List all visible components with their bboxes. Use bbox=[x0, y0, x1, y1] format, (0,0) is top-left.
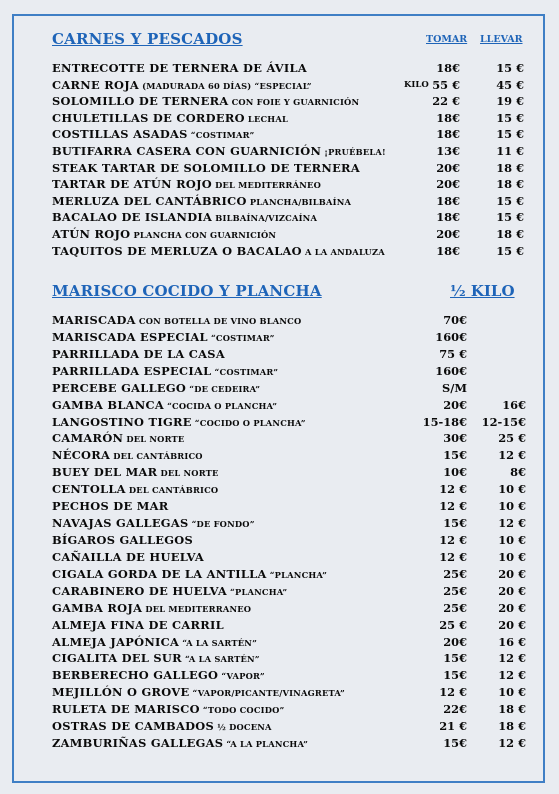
item-note: “VAPOR” bbox=[218, 671, 265, 682]
menu-item-row bbox=[52, 110, 532, 127]
price-primary: 20€ bbox=[443, 634, 467, 649]
price-primary: 10€ bbox=[443, 465, 467, 480]
item-note: DEL CANTÁBRICO bbox=[110, 451, 203, 462]
item-name bbox=[52, 60, 307, 77]
item-name bbox=[52, 414, 306, 431]
price-primary: 18€ bbox=[436, 61, 460, 75]
menu-item-row bbox=[52, 93, 532, 110]
price-secondary: 15 € bbox=[496, 210, 524, 225]
price-primary: 13€ bbox=[436, 143, 460, 158]
menu-item-row bbox=[52, 312, 532, 329]
price-primary: 22 € bbox=[432, 94, 460, 109]
menu-item-row bbox=[52, 464, 532, 481]
item-note: PLANCHA CON GUARNICIÓN bbox=[130, 229, 277, 240]
price-primary: 18€ bbox=[436, 243, 460, 258]
item-title: NAVAJAS GALLEGAS bbox=[52, 516, 189, 531]
price-secondary: 12 € bbox=[498, 651, 526, 666]
item-title: MARISCADA bbox=[52, 313, 136, 327]
item-name bbox=[52, 380, 260, 397]
price-secondary: 10 € bbox=[498, 549, 526, 564]
price-primary: 160€ bbox=[435, 363, 467, 378]
item-title: MERLUZA DEL CANTÁBRICO bbox=[52, 193, 247, 208]
item-title: LANGOSTINO TIGRE bbox=[52, 414, 192, 429]
menu-item-row bbox=[52, 583, 532, 600]
menu-item-row bbox=[52, 532, 532, 549]
item-name bbox=[52, 312, 301, 329]
item-note: “COSTIMAR” bbox=[211, 366, 279, 377]
price-primary: 12 € bbox=[439, 499, 467, 514]
menu-item-row bbox=[52, 481, 532, 498]
item-title: STEAK TARTAR DE SOLOMILLO DE TERNERA bbox=[52, 160, 360, 175]
price-primary: 20€ bbox=[436, 177, 460, 192]
item-note: “COCIDO O PLANCHA” bbox=[191, 417, 306, 428]
item-name bbox=[52, 650, 260, 667]
item-note: DEL MEDITERRÁNEO bbox=[212, 180, 321, 191]
item-note: “DE CEDEIRA” bbox=[186, 383, 261, 394]
item-title: TARTAR DE ATÚN ROJO bbox=[52, 177, 213, 192]
price-secondary: 15 € bbox=[496, 110, 524, 125]
menu-item-row bbox=[52, 498, 532, 515]
item-name bbox=[52, 701, 285, 718]
item-title: PECHOS DE MAR bbox=[52, 499, 169, 514]
item-name bbox=[52, 430, 184, 447]
item-name bbox=[52, 226, 276, 243]
item-note: “TODO COCIDO” bbox=[199, 705, 285, 716]
price-primary: 25€ bbox=[443, 600, 467, 615]
menu-item-row bbox=[52, 346, 532, 363]
item-title: ALMEJA JAPÓNICA bbox=[52, 634, 180, 649]
price-secondary: 18 € bbox=[496, 226, 524, 241]
price-secondary: 20 € bbox=[498, 583, 526, 598]
price-secondary: 15 € bbox=[496, 61, 524, 75]
menu-item-row bbox=[52, 329, 532, 346]
item-name bbox=[52, 684, 345, 701]
item-name bbox=[52, 346, 225, 363]
item-note: “COCIDA O PLANCHA” bbox=[164, 400, 278, 411]
item-unit: KILO bbox=[404, 79, 429, 90]
menu-item-row bbox=[52, 414, 532, 431]
carnes-list bbox=[52, 60, 532, 259]
column-header-llevar: LLEVAR bbox=[480, 34, 523, 45]
price-primary: 18€ bbox=[436, 193, 460, 208]
item-name bbox=[52, 549, 204, 566]
menu-item-row bbox=[52, 176, 532, 193]
price-secondary: 20 € bbox=[498, 600, 526, 615]
price-primary: 15€ bbox=[443, 516, 467, 531]
price-primary: 15-18€ bbox=[422, 414, 467, 429]
item-name bbox=[52, 600, 251, 617]
menu-item-row bbox=[52, 566, 532, 583]
item-note: “A LA SARTÉN” bbox=[179, 637, 258, 648]
item-note: “PLANCHA” bbox=[226, 586, 288, 597]
menu-item-row bbox=[52, 617, 532, 634]
item-name bbox=[52, 583, 287, 600]
column-header-tomar: TOMAR bbox=[426, 34, 468, 45]
menu-item-row bbox=[52, 718, 532, 735]
item-name bbox=[52, 447, 203, 464]
menu-item-row bbox=[52, 549, 532, 566]
menu-item-row bbox=[52, 226, 532, 243]
price-secondary: 18 € bbox=[498, 719, 526, 734]
menu-item-row bbox=[52, 684, 532, 701]
item-note: “COSTIMAR” bbox=[187, 130, 255, 141]
item-note: “COSTIMAR” bbox=[207, 332, 275, 343]
price-primary: 20€ bbox=[436, 226, 460, 241]
item-title: OSTRAS DE CAMBADOS bbox=[52, 719, 215, 734]
item-title: BACALAO DE ISLANDIA bbox=[52, 210, 213, 225]
price-secondary: 12-15€ bbox=[481, 414, 526, 429]
menu-item-row bbox=[52, 363, 532, 380]
item-title: ZAMBURIÑAS GALLEGAS bbox=[52, 736, 224, 751]
item-name bbox=[52, 617, 224, 634]
menu-item-row bbox=[52, 735, 532, 752]
item-name bbox=[52, 160, 360, 177]
price-primary: 18€ bbox=[436, 127, 460, 142]
menu-item-row bbox=[52, 650, 532, 667]
price-secondary: 12 € bbox=[498, 668, 526, 683]
menu-item-row bbox=[52, 243, 532, 260]
item-name bbox=[52, 515, 255, 532]
price-secondary: 8€ bbox=[510, 465, 526, 480]
price-primary: 18€ bbox=[436, 110, 460, 125]
item-note: CON BOTELLA DE VINO BLANCO bbox=[135, 316, 302, 326]
price-secondary: 11 € bbox=[496, 143, 524, 158]
item-note: LECHAL bbox=[244, 113, 289, 124]
section-title: MARISCO COCIDO Y PLANCHA bbox=[52, 282, 322, 300]
section-header bbox=[52, 30, 532, 60]
menu-item-row bbox=[52, 60, 532, 77]
item-name bbox=[52, 193, 351, 210]
price-primary: 15€ bbox=[443, 736, 467, 751]
price-secondary: 12 € bbox=[498, 736, 526, 751]
item-note: DEL MEDITERRANEO bbox=[142, 603, 252, 614]
menu-item-row bbox=[52, 397, 532, 414]
price-secondary: 16€ bbox=[502, 397, 526, 412]
price-primary: 30€ bbox=[443, 431, 467, 446]
price-secondary: 12 € bbox=[498, 448, 526, 463]
item-title: BERBERECHO GALLEGO bbox=[52, 668, 219, 683]
price-secondary: 45 € bbox=[496, 77, 524, 92]
price-secondary: 20 € bbox=[498, 617, 526, 632]
price-primary: 12 € bbox=[439, 532, 467, 547]
item-title: CIGALA GORDA DE LA ANTILLA bbox=[52, 566, 267, 581]
item-note: “PLANCHA” bbox=[266, 569, 328, 580]
item-note: ¡PRUÉBELA! bbox=[321, 146, 386, 157]
price-primary: 12 € bbox=[439, 482, 467, 497]
item-name bbox=[52, 667, 265, 684]
menu-item-row bbox=[52, 160, 532, 177]
menu-item-row bbox=[52, 193, 532, 210]
item-title: ENTRECOTTE DE TERNERA DE ÁVILA bbox=[52, 61, 307, 75]
item-title: MEJILLÓN O GROVE bbox=[52, 685, 190, 700]
item-note: DEL NORTE bbox=[157, 468, 219, 479]
item-name bbox=[52, 176, 321, 193]
price-primary: 25€ bbox=[443, 583, 467, 598]
price-primary: 15€ bbox=[443, 448, 467, 463]
item-name bbox=[52, 126, 254, 143]
item-name bbox=[52, 110, 288, 127]
item-title: SOLOMILLO DE TERNERA bbox=[52, 94, 229, 109]
item-name bbox=[52, 566, 327, 583]
item-note: “A LA SARTÉN” bbox=[181, 654, 260, 665]
menu-item-row bbox=[52, 77, 532, 94]
price-primary: 25 € bbox=[439, 617, 467, 632]
menu-item-row bbox=[52, 515, 532, 532]
section-header bbox=[52, 282, 532, 312]
item-title: TAQUITOS DE MERLUZA O BACALAO bbox=[52, 243, 302, 258]
menu-item-row bbox=[52, 380, 532, 397]
item-name bbox=[52, 243, 385, 260]
section-marisco bbox=[52, 282, 532, 752]
item-note: ½ DOCENA bbox=[214, 722, 272, 733]
price-primary: 70€ bbox=[443, 313, 467, 327]
price-secondary: 10 € bbox=[498, 482, 526, 497]
item-name bbox=[52, 464, 219, 481]
item-note: PLANCHA/BILBAÍNA bbox=[246, 196, 352, 207]
price-secondary: 18 € bbox=[496, 160, 524, 175]
price-primary: S/M bbox=[442, 380, 467, 395]
price-primary: 12 € bbox=[439, 685, 467, 700]
price-primary: 21 € bbox=[439, 719, 467, 734]
item-title: GAMBA BLANCA bbox=[52, 397, 164, 412]
item-note: A LA ANDALUZA bbox=[301, 246, 385, 257]
item-title: PARRILLADA DE LA CASA bbox=[52, 346, 225, 361]
item-note: “DE FONDO” bbox=[188, 519, 255, 530]
item-name bbox=[52, 363, 278, 380]
item-note: BILBAÍNA/VIZCAÍNA bbox=[212, 213, 318, 224]
item-title: CARABINERO DE HUELVA bbox=[52, 583, 227, 598]
price-primary: 22€ bbox=[443, 702, 467, 717]
item-title: NÉCORA bbox=[52, 448, 111, 463]
item-name bbox=[52, 498, 169, 515]
price-primary: 15€ bbox=[443, 668, 467, 683]
section-carnes-pescados bbox=[52, 30, 532, 259]
price-primary: 15€ bbox=[443, 651, 467, 666]
price-primary: 25€ bbox=[443, 566, 467, 581]
item-title: GAMBA ROJA bbox=[52, 600, 143, 615]
menu-item-row bbox=[52, 447, 532, 464]
price-primary: 160€ bbox=[435, 329, 467, 344]
item-title: MARISCADA ESPECIAL bbox=[52, 329, 208, 344]
item-title: CENTOLLA bbox=[52, 482, 126, 497]
price-primary: 12 € bbox=[439, 549, 467, 564]
item-name bbox=[52, 209, 317, 226]
menu-item-row bbox=[52, 667, 532, 684]
column-header-half-kilo: ½ KILO bbox=[450, 282, 515, 300]
item-name bbox=[52, 634, 257, 651]
menu-item-row bbox=[52, 126, 532, 143]
item-name bbox=[52, 329, 275, 346]
item-title: PARRILLADA ESPECIAL bbox=[52, 363, 212, 378]
item-title: ATÚN ROJO bbox=[52, 226, 131, 241]
price-secondary: 18 € bbox=[498, 702, 526, 717]
price-secondary: 20 € bbox=[498, 566, 526, 581]
price-secondary: 15 € bbox=[496, 127, 524, 142]
item-note: “VAPOR/PICANTE/VINAGRETA” bbox=[189, 688, 346, 699]
item-title: CAÑAILLA DE HUELVA bbox=[52, 549, 205, 564]
menu-item-row bbox=[52, 600, 532, 617]
price-secondary: 10 € bbox=[498, 685, 526, 700]
item-name bbox=[52, 77, 312, 94]
item-name bbox=[52, 481, 218, 498]
price-secondary: 12 € bbox=[498, 516, 526, 531]
price-primary: 55 € bbox=[432, 77, 460, 92]
price-primary: 75 € bbox=[439, 346, 467, 361]
menu-item-row bbox=[52, 430, 532, 447]
price-secondary: 10 € bbox=[498, 499, 526, 514]
price-primary: 20€ bbox=[443, 397, 467, 412]
item-title: CAMARÓN bbox=[52, 431, 124, 446]
item-title: CHULETILLAS DE CORDERO bbox=[52, 110, 245, 125]
price-secondary: 15 € bbox=[496, 193, 524, 208]
marisco-list bbox=[52, 312, 532, 752]
item-note: DEL NORTE bbox=[123, 434, 185, 445]
price-secondary: 15 € bbox=[496, 243, 524, 258]
item-name bbox=[52, 143, 386, 160]
item-title: CARNE ROJA bbox=[52, 77, 140, 92]
item-note: DEL CANTÁBRICO bbox=[125, 485, 219, 496]
price-secondary: 25 € bbox=[498, 431, 526, 446]
item-note: (MADURADA 60 DÍAS) “ESPECIAL” bbox=[139, 80, 312, 91]
item-note: “A LA PLANCHA” bbox=[223, 739, 309, 750]
item-title: BÍGAROS GALLEGOS bbox=[52, 532, 194, 547]
item-title: ALMEJA FINA DE CARRIL bbox=[52, 617, 224, 632]
menu-item-row bbox=[52, 634, 532, 651]
section-title: CARNES Y PESCADOS bbox=[52, 30, 243, 48]
price-secondary: 18 € bbox=[496, 177, 524, 192]
item-title: BUTIFARRA CASERA CON GUARNICIÓN bbox=[52, 143, 322, 158]
menu-item-row bbox=[52, 143, 532, 160]
price-secondary: 19 € bbox=[496, 94, 524, 109]
item-note: CON FOIE Y GUARNICIÓN bbox=[228, 97, 360, 108]
price-secondary: 16 € bbox=[498, 634, 526, 649]
item-name bbox=[52, 718, 272, 735]
menu-item-row bbox=[52, 209, 532, 226]
item-title: COSTILLAS ASADAS bbox=[52, 127, 188, 142]
item-name bbox=[52, 735, 308, 752]
menu-item-row bbox=[52, 701, 532, 718]
item-name bbox=[52, 397, 277, 414]
item-title: PERCEBE GALLEGO bbox=[52, 380, 187, 395]
item-name bbox=[52, 532, 193, 549]
item-title: BUEY DEL MAR bbox=[52, 465, 158, 480]
price-secondary: 10 € bbox=[498, 532, 526, 547]
price-primary: 20€ bbox=[436, 160, 460, 175]
item-title: RULETA DE MARISCO bbox=[52, 702, 200, 717]
item-title: CIGALITA DEL SUR bbox=[52, 651, 182, 666]
item-name bbox=[52, 93, 359, 110]
price-primary: 18€ bbox=[436, 210, 460, 225]
